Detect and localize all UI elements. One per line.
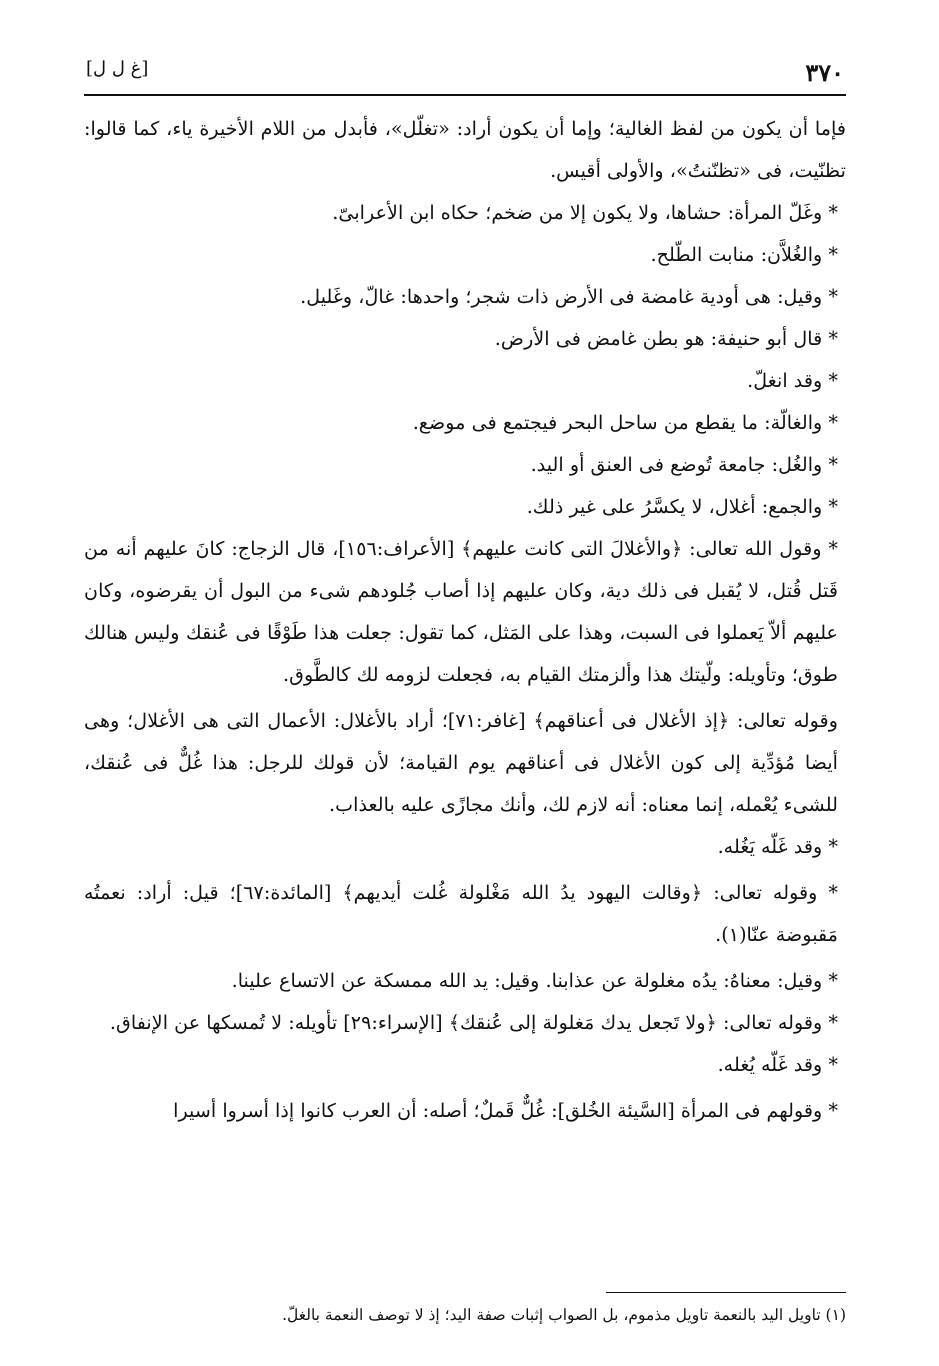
paragraph: * وقوله تعالى: ﴿وقالت اليهود يدُ الله مَغْلولة غُلت أيديهم﴾ [المائدة:٦٧]؛ قيل: أراد: نعمتُه مَقبوضة عنّا(١).	[84, 881, 839, 946]
entry: * والغُل: جامعة تُوضع فى العنق أو اليد.	[530, 453, 838, 476]
entry: * وقد غَلّه يَغُله.	[717, 835, 838, 858]
paragraph: * وقولهم فى المرأة [السَّيئة الخُلق]: غُلٌّ قَملٌ؛ أصله: أن العرب كانوا إذا أسروا أسيرا	[173, 1099, 838, 1122]
page-number: ٣٧٠	[805, 58, 844, 87]
entry: * والغُلاَّن: منابت الطّلح.	[650, 243, 838, 266]
page-header	[84, 54, 846, 96]
paragraph: * وقوله تعالى: ﴿ولا تَجعل يدك مَغلولة إلى عُنقك﴾ [الإسراء:٢٩] تأويله: لا تُمسكها عن الإنفاق.	[109, 1011, 838, 1034]
entry: * والجمع: أغلال، لا يكسَّرُ على غير ذلك.	[526, 495, 838, 518]
entry: * والغالّة: ما يقطع من ساحل البحر فيجتمع فى موضع.	[412, 411, 838, 434]
entry: * قال أبو حنيفة: هو بطن غامض فى الأرض.	[494, 327, 838, 350]
paragraph: * وقول الله تعالى: ﴿والأغلالَ التى كانت عليهم﴾ [الأعراف:١٥٦]، قال الزجاج: كانَ عليهم أنه من قَتل قُتل، لا يُقبل فى ذلك دية، وكان عليهم إذا أصاب جُلودهم شىء من البول أن يقرضوه، وكان عليهم ألاّ يَعملوا فى السبت، وهذا على المَثل، كما تقول: جعلت هذا طَوْقًا فى عُنقك وليس هنالك طوق؛ وتأويله: ولّيتك هذا وألزمتك القيام به، فجعلت لزومه لك كالطَّوق.	[84, 537, 838, 686]
entry: * وقيل: معناهُ: يدُه مغلولة عن عذابنا. وقيل: يد الله ممسكة عن الاتساع علينا.	[231, 969, 838, 992]
paragraph: فإما أن يكون من لفظ الغالية؛ وإما أن يكون أراد: «تغلّل»، فأبدل من اللام الأخيرة ياء، كما قالوا: تظنّيت، فى «تظنّنتُ»، والأولى أقيس.	[84, 117, 846, 182]
entry: * وقيل: هى أودية غامضة فى الأرض ذات شجر؛ واحدها: غالّ، وغَليل.	[300, 285, 838, 308]
main-text	[84, 108, 846, 1132]
paragraph: وقوله تعالى: ﴿إذ الأغلال فى أعناقهم﴾ [غافر:٧١]؛ أراد بالأغلال: الأعمال التى هى الأغلال؛ وهى أيضا مُؤدِّية إلى كون الأغلال فى أعناقهم يوم القيامة؛ لأن قولك للرجل: هذا غُلٌّ فى عُنقك، للشىء يُعْمله، إنما معناه: أنه لازم لك، وأنك مجازًى عليه بالعذاب.	[84, 709, 838, 816]
root-label: [غ ل ل]	[86, 58, 149, 79]
entry: * وغَلّ المرأة: حشاها، ولا يكون إلا من ضخم؛ حكاه ابن الأعرابىّ.	[332, 201, 838, 224]
entry: * وقد غَلّه يُغله.	[717, 1053, 838, 1076]
footnote: (١) تاويل اليد بالنعمة تاويل مذموم، بل الصواب إثبات صفة اليد؛ إذ لا توصف النعمة بالغلّ.	[282, 1306, 846, 1324]
footnote-divider	[606, 1292, 846, 1293]
entry: * وقد انغلّ.	[747, 369, 838, 392]
